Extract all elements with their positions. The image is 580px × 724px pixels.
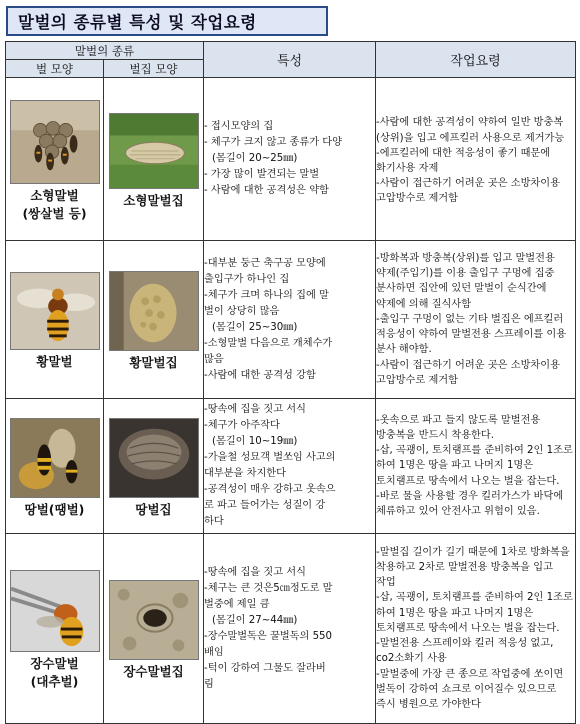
feature-line: 배임 — [204, 646, 224, 658]
work-line: -출입구 구멍이 없는 기타 벌집은 에프킬러 적응성이 약하여 말벌전용 스프레이를 이용 분사 해야함. — [376, 313, 567, 356]
paper-wasp-image — [10, 100, 100, 184]
table-row — [6, 241, 576, 399]
feature-line: (몸길이 27~44㎜) — [212, 614, 298, 626]
bee-cell — [6, 399, 104, 534]
header-species-group: 말벌의 종류 — [6, 42, 204, 60]
feature-line: - 체구가 크지 않고 종류가 다양 — [204, 137, 342, 148]
bee-name-line: 땅벌(땡벌) — [24, 501, 85, 517]
feature-line: -체구는 큰 것은5㎝정도로 말 — [204, 582, 333, 594]
bee-name-line: (쌍살벌 등) — [22, 205, 87, 221]
work-line: -삽, 곡괭이, 토치램프를 준비하여 2인 1조로 하여 1명은 땅을 파고 나머지 1명은 토치램프로 땅속에서 나오는 벌을 잡는다. — [376, 592, 573, 634]
feature-line: -공격성이 매우 강하고 옷속으 — [204, 484, 336, 495]
nest-cell — [104, 241, 204, 399]
feature-line: 대부분을 차지한다 — [204, 468, 286, 479]
nest-cell — [104, 399, 204, 534]
work-line: -방화복과 방충복(상위)를 입고 말벌전용 약제(주입기)를 이용 출입구 구멍에 집중 분사하면 집안에 있던 말벌이 순식간에 약제에 의해 질식사함 — [376, 253, 555, 310]
bee-cell — [6, 78, 104, 241]
table-row — [6, 78, 576, 241]
work-line: -사람에 대한 공격성이 약하여 일반 방충복(상위)을 입고 에프킬러 사용으로 제거가능 — [376, 117, 565, 144]
feature-line: - 접시모양의 집 — [204, 121, 274, 132]
feature-line: -대부분 둥근 축구공 모양에 — [204, 257, 326, 269]
work-cell — [376, 399, 576, 534]
work-line: -말벌집 길이가 길기 때문에 1차로 방화복을 착용하고 2차로 말벌전용 방충복을 입고 작업 — [376, 546, 570, 589]
work-line: -에프킬러에 대한 적응성이 좋기 때문에 화기사용 자제 — [376, 147, 551, 174]
feature-line: (몸길이 25~30㎜) — [212, 321, 298, 333]
underground-nest-image — [109, 418, 199, 498]
work-line: -말벌전용 스프레이와 킬러 적응성 없고, co2소화기 사용 — [376, 638, 554, 665]
nest-name: 소형말벌집 — [123, 192, 184, 208]
feature-line: -소형말벌 다음으로 개체수가 — [204, 337, 333, 349]
features-cell — [204, 241, 376, 399]
header-nest-shape: 벌집 모양 — [104, 60, 204, 78]
header-bee-shape: 벌 모양 — [6, 60, 104, 78]
table-row — [6, 534, 576, 724]
work-line: -삽, 곡괭이, 토치램프를 준비하여 2인 1조로 하여 1명은 땅을 파고 나머지 1명은 토치램프로 땅속에서 나오는 벌을 잡는다. — [376, 445, 573, 487]
bee-cell — [6, 534, 104, 724]
giant-hornet-image — [10, 570, 100, 652]
features-cell — [204, 399, 376, 534]
yellow-hornet-image — [10, 272, 100, 350]
table-row — [6, 399, 576, 534]
ground-wasp-image — [10, 418, 100, 498]
feature-line: 벌중에 제일 큼 — [204, 598, 270, 610]
nest-name: 황말벌집 — [129, 355, 178, 370]
bee-name — [6, 501, 103, 519]
work-line: -옷속으로 파고 들지 않도록 말벌전용 방충복을 반드시 착용한다. — [376, 414, 541, 441]
header-work: 작업요령 — [376, 42, 576, 78]
features-cell — [204, 534, 376, 724]
bee-name — [6, 655, 103, 691]
bee-name — [6, 187, 103, 223]
feature-line: -장수말벌독은 꿀벌독의 550 — [204, 630, 333, 642]
feature-line: -턱이 강하여 그물도 잘라버 — [204, 662, 326, 674]
feature-line: - 사람에 대한 공격성은 약함 — [204, 185, 329, 196]
feature-line: 출입구가 하나인 집 — [204, 273, 290, 285]
page-title: 말벌의 종류별 특성 및 작업요령 — [18, 13, 257, 32]
bee-name-line: 황말벌 — [36, 354, 73, 369]
feature-line: (몸길이 20~25㎜) — [212, 153, 298, 164]
nest-cell — [104, 534, 204, 724]
work-line: -사람이 접근하기 어려운 곳은 소방차이용 고압방수로 제거함 — [376, 178, 560, 205]
bee-name-line: (대추벌) — [30, 674, 79, 689]
ground-hole-image — [109, 580, 199, 660]
feature-line: 림 — [204, 678, 214, 690]
feature-line: -땅속에 집을 짓고 서식 — [204, 404, 306, 415]
feature-line: - 가장 많이 발견되는 말벌 — [204, 169, 320, 180]
bee-cell — [6, 241, 104, 399]
page-title-box — [6, 6, 328, 36]
bee-name-line: 소형말벌 — [30, 187, 79, 203]
work-line: -사람이 접근하기 어려운 곳은 소방차이용 고압방수로 제거함 — [376, 359, 560, 386]
hornet-table — [5, 41, 576, 724]
work-line: -말벌중에 가장 큰 종으로 작업중에 쏘이면 벌독이 강하여 쇼크로 이어질수 있으므로 즉시 병원으로 가야한다 — [376, 668, 564, 710]
feature-line: 벌이 상당히 많음 — [204, 305, 280, 317]
feature-line: (몸길이 10~19㎜) — [212, 436, 298, 447]
feature-line: 많음 — [204, 353, 224, 365]
feature-line: -체구가 크며 하나의 집에 말 — [204, 289, 329, 301]
work-cell — [376, 78, 576, 241]
nest-name: 장수말벌집 — [123, 664, 184, 679]
work-cell — [376, 241, 576, 399]
small-nest-image — [109, 113, 199, 189]
features-cell — [204, 78, 376, 241]
feature-line: -가을철 성묘객 벌쏘임 사고의 — [204, 452, 336, 463]
bee-name-line: 장수말벌 — [30, 656, 79, 671]
feature-line: -사람에 대한 공격성 강함 — [204, 369, 316, 381]
nest-name: 땅벌집 — [135, 501, 172, 517]
feature-line: -땅속에 집을 짓고 서식 — [204, 566, 306, 578]
work-line: -바로 물을 사용할 경우 킬러가스가 바닥에 체류하고 있어 안전사고 위험이 있음. — [376, 490, 564, 517]
work-cell — [376, 534, 576, 724]
header-features: 특성 — [204, 42, 376, 78]
bee-name — [6, 353, 103, 371]
feature-line: 하다 — [204, 516, 224, 527]
nest-cell — [104, 78, 204, 241]
feature-line: -체구가 아주작다 — [204, 420, 280, 431]
round-nest-image — [109, 271, 199, 351]
feature-line: 로 파고 들어가는 성질이 강 — [204, 500, 326, 511]
